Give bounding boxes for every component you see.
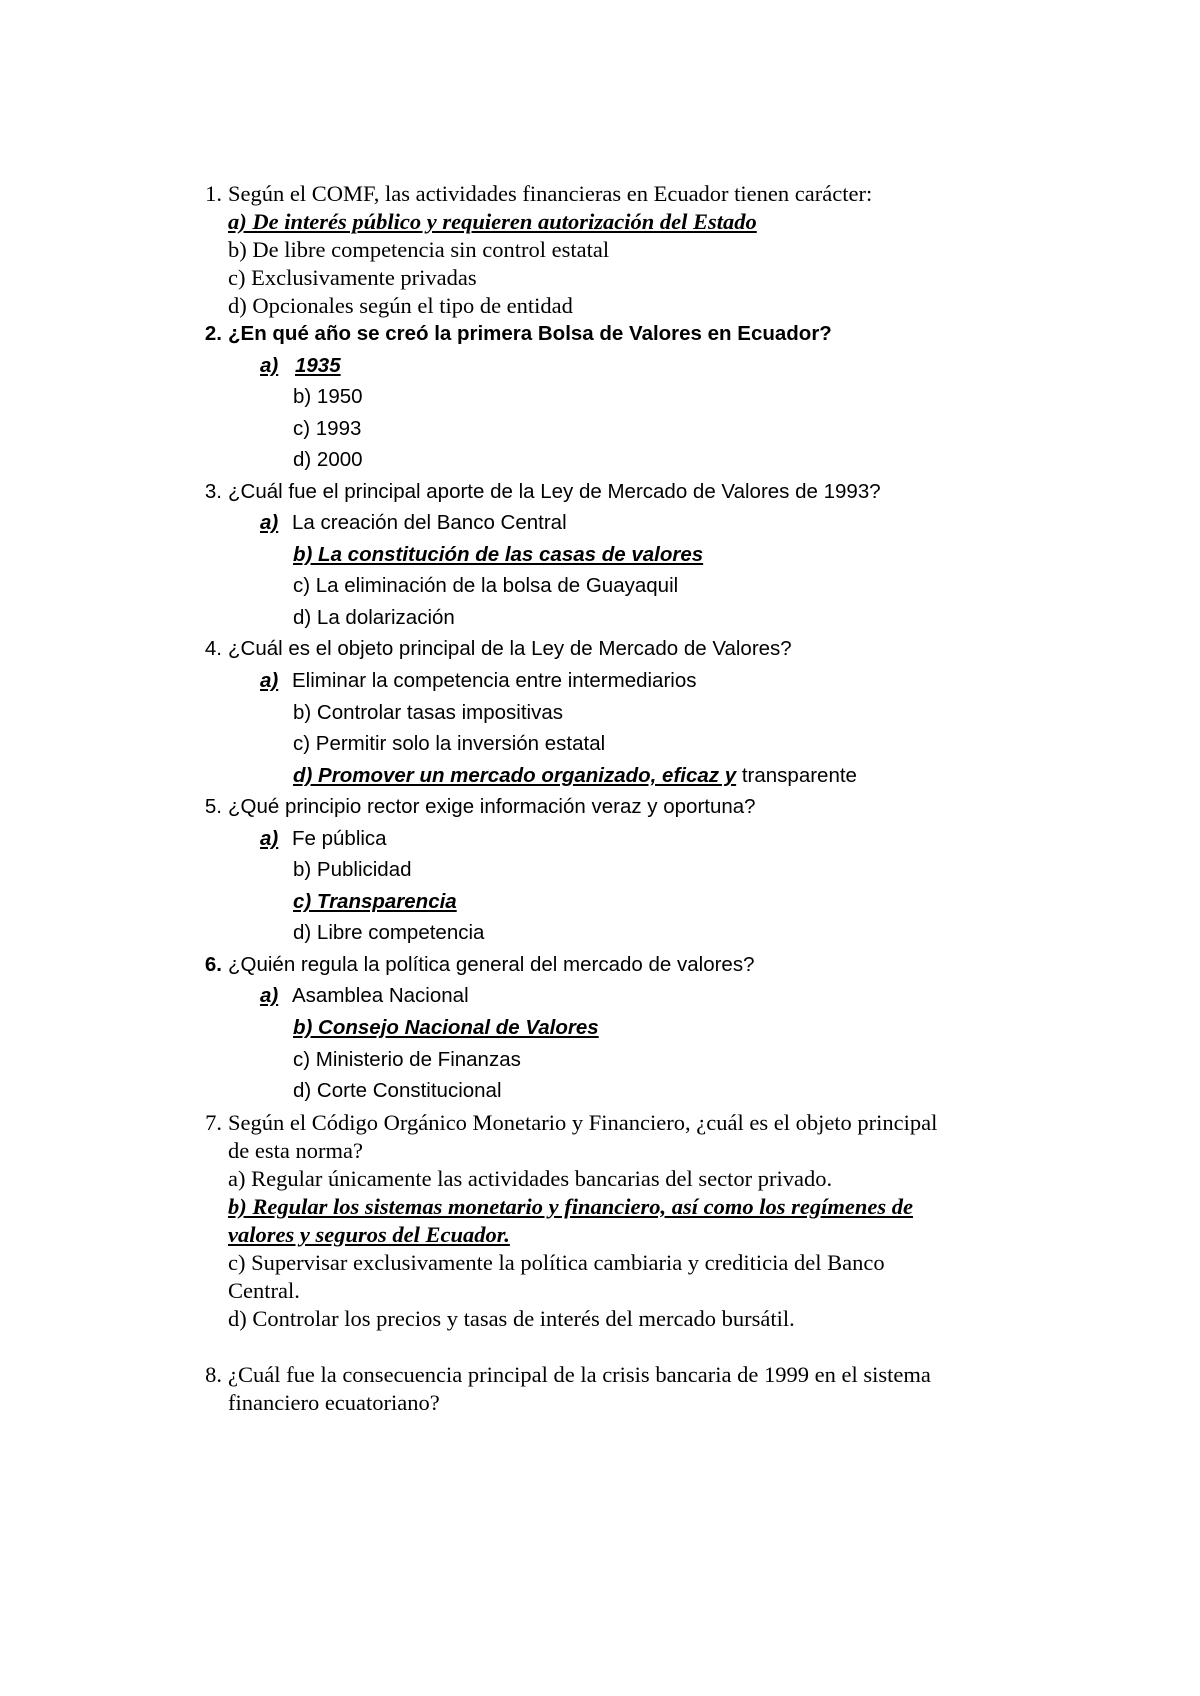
- question-3-option-d: d) La dolarización: [293, 606, 455, 629]
- question-7-option-d: d) Controlar los precios y tasas de interés del mercado bursátil.: [228, 1306, 795, 1331]
- question-7-text-line1: Según el Código Orgánico Monetario y Financiero, ¿cuál es el objeto principal: [228, 1110, 938, 1135]
- question-6-number: 6.: [204, 953, 222, 976]
- question-2-option-d: d) 2000: [293, 448, 363, 471]
- question-2-text: ¿En qué año se creó la primera Bolsa de Valores en Ecuador?: [228, 322, 832, 345]
- question-1-option-b: b) De libre competencia sin control estatal: [228, 237, 610, 262]
- question-7-text-line2: de esta norma?: [228, 1138, 363, 1163]
- question-5-option-b: b) Publicidad: [293, 858, 412, 881]
- question-2-option-a-letter: a): [260, 354, 279, 377]
- question-3-option-a-letter: a): [260, 511, 279, 534]
- question-2-option-a-correct: 1935: [295, 354, 341, 377]
- question-1-option-d: d) Opcionales según el tipo de entidad: [228, 293, 573, 318]
- question-1-option-a-correct: a) De interés público y requieren autorización del Estado: [228, 209, 757, 234]
- question-7-option-a: a) Regular únicamente las actividades bancarias del sector privado.: [228, 1166, 833, 1191]
- question-8-text-line2: financiero ecuatoriano?: [228, 1390, 440, 1415]
- question-1-option-c: c) Exclusivamente privadas: [228, 265, 477, 290]
- question-7-option-b-correct-line1: b) Regular los sistemas monetario y financiero, así como los regímenes de: [228, 1194, 913, 1219]
- question-8-number: 8.: [205, 1362, 222, 1387]
- question-4-option-d-tail: transparente: [741, 764, 857, 787]
- question-4-option-d-emphasis: d) Promover un mercado organizado, eficaz y: [293, 764, 737, 787]
- question-1-number: 1.: [205, 181, 222, 206]
- question-7-option-c-line2: Central.: [228, 1278, 300, 1303]
- question-2-option-c: c) 1993: [293, 417, 362, 440]
- question-5-option-c-correct: c) Transparencia: [293, 890, 457, 913]
- question-5-text: ¿Qué principio rector exige información veraz y oportuna?: [228, 795, 756, 818]
- question-6-option-d: d) Corte Constitucional: [293, 1079, 502, 1102]
- question-6-option-a-letter: a): [260, 984, 279, 1007]
- question-3-text: ¿Cuál fue el principal aporte de la Ley de Mercado de Valores de 1993?: [228, 480, 881, 503]
- question-6-option-b-correct: b) Consejo Nacional de Valores: [293, 1016, 599, 1039]
- question-2-option-b: b) 1950: [293, 385, 363, 408]
- question-2-number: 2.: [204, 322, 222, 345]
- question-4-option-b: b) Controlar tasas impositivas: [293, 701, 564, 724]
- question-4-option-a-letter: a): [260, 669, 279, 692]
- question-3-number: 3.: [204, 480, 222, 503]
- question-4-number: 4.: [204, 637, 222, 660]
- question-6-text: ¿Quién regula la política general del mercado de valores?: [228, 953, 755, 976]
- question-3-option-b-correct: b) La constitución de las casas de valores: [293, 543, 704, 566]
- question-3-option-a: La creación del Banco Central: [292, 511, 567, 534]
- question-6-option-c: c) Ministerio de Finanzas: [293, 1048, 521, 1071]
- question-5-option-d: d) Libre competencia: [293, 921, 485, 944]
- question-1-text: Según el COMF, las actividades financieras en Ecuador tienen carácter:: [228, 181, 873, 206]
- question-5-option-a: Fe pública: [292, 827, 387, 850]
- question-4-option-c: c) Permitir solo la inversión estatal: [293, 732, 606, 755]
- question-3-option-c: c) La eliminación de la bolsa de Guayaquil: [293, 574, 679, 597]
- question-5-number: 5.: [204, 795, 222, 818]
- question-7-number: 7.: [205, 1110, 222, 1135]
- question-6-option-a: Asamblea Nacional: [292, 984, 469, 1007]
- question-4-text: ¿Cuál es el objeto principal de la Ley de Mercado de Valores?: [228, 637, 792, 660]
- question-5-option-a-letter: a): [260, 827, 279, 850]
- question-7-option-c-line1: c) Supervisar exclusivamente la política cambiaria y crediticia del Banco: [228, 1250, 885, 1275]
- question-4-option-a: Eliminar la competencia entre intermediarios: [292, 669, 697, 692]
- question-4-option-d-correct: [293, 764, 857, 788]
- question-7-option-b-correct-line2: valores y seguros del Ecuador.: [228, 1222, 510, 1247]
- question-8-text-line1: ¿Cuál fue la consecuencia principal de la crisis bancaria de 1999 en el sistema: [228, 1362, 931, 1387]
